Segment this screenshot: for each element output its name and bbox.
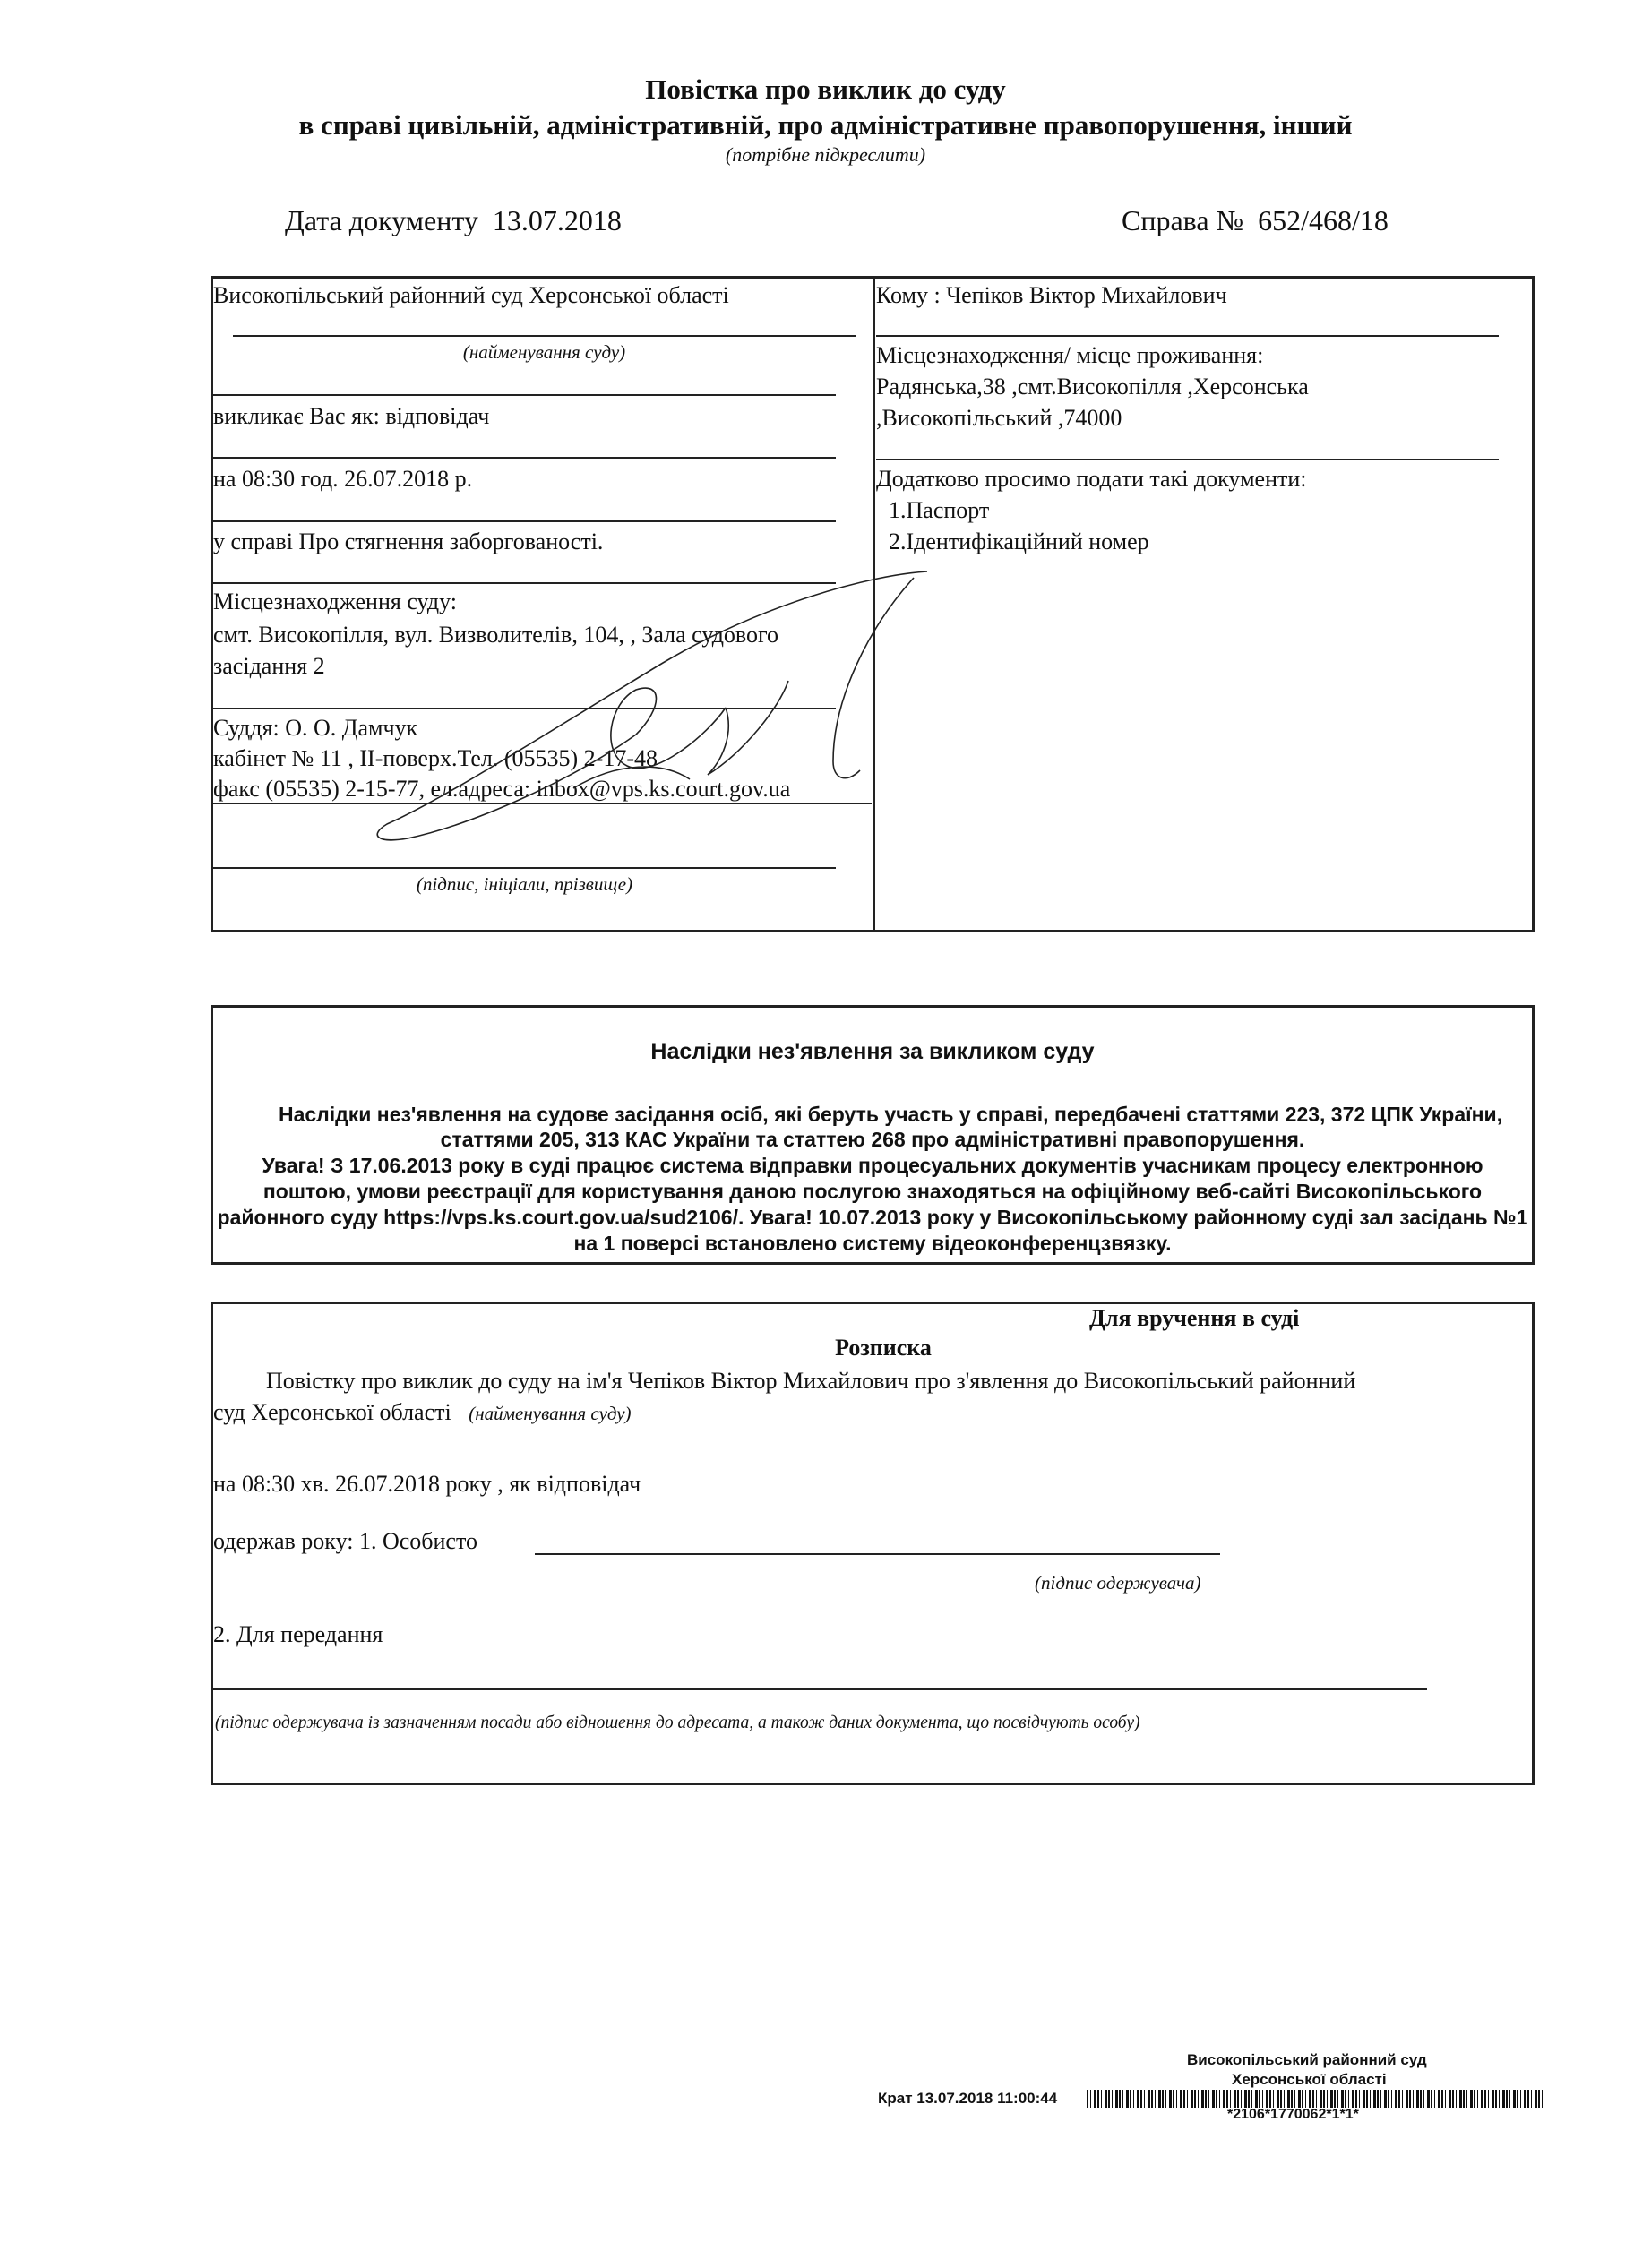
address-label: Місцезнаходження/ місце проживання: (876, 342, 1264, 368)
consequences-line: Увага! З 17.06.2013 року в суді працює система відправки процесуальних документів учасникам процесу електронною (262, 1154, 1483, 1177)
footer-court-line1: Високопільський районний суд (1187, 2051, 1427, 2068)
signature-stroke (377, 571, 927, 840)
consequences-line: на 1 поверсі встановлено систему відеоконференцзвязку. (573, 1232, 1172, 1255)
transfer-signature-line (213, 1688, 1427, 1690)
divider-line (213, 394, 836, 396)
barcode-text: *2106*1770062*1*1* (1227, 2107, 1359, 2122)
document-date (285, 204, 622, 237)
transfer-signature-caption: (підпис одержувача із зазначенням посади або відношення до адресата, а також даних документа, що посвідчують особу) (215, 1714, 1140, 1732)
judge-cabinet: кабінет № 11 , ІІ-поверх.Тел. (05535) 2-17-48 (213, 745, 658, 771)
documents-label: Додатково просимо подати такі документи: (876, 466, 1307, 492)
court-location-line1: смт. Високопілля, вул. Визволителів, 104, , Зала судового (213, 622, 779, 648)
signature-stroke (573, 767, 690, 788)
date-value: 13.07.2018 (492, 204, 622, 236)
recipient-signature-line (535, 1553, 1220, 1555)
receipt-court-caption: (найменування суду) (469, 1403, 632, 1424)
receipt-time: на 08:30 хв. 26.07.2018 року , як відповідач (213, 1471, 641, 1497)
signature-caption: (підпис, ініціали, прізвище) (416, 873, 633, 895)
consequences-line: районного суду https://vps.ks.court.gov.ua/sud2106/. Увага! 10.07.2013 року у Високопільському районному суді зал засідань №1 (217, 1206, 1528, 1229)
case-value: 652/468/18 (1258, 204, 1389, 236)
signature-line (213, 867, 836, 869)
court-name-line (233, 335, 856, 337)
summons-role: викликає Вас як: відповідач (213, 403, 490, 429)
court-name-caption: (найменування суду) (462, 341, 626, 363)
for-court-label: Для вручення в суді (1089, 1305, 1300, 1331)
divider-line (876, 459, 1499, 460)
case-number (1122, 204, 1389, 237)
address-line2: ,Високопільський ,74000 (876, 405, 1122, 431)
document-item: 2.Ідентифікаційний номер (889, 528, 1149, 554)
divider-line (876, 335, 1499, 337)
court-name: Високопільський районний суд Херсонської області (213, 282, 729, 308)
case-label: Справа № (1122, 204, 1244, 236)
receipt-court-name: суд Херсонської області (213, 1399, 451, 1425)
court-location-label: Місцезнаходження суду: (213, 588, 457, 614)
date-label: Дата документу (285, 204, 478, 236)
judge-name: Суддя: О. О. Дамчук (213, 715, 418, 741)
consequences-line: статтями 205, 313 КАС України та статтею 268 про адміністративні правопорушення. (440, 1128, 1305, 1151)
recipient-signature-caption: (підпис одержувача) (1035, 1572, 1201, 1594)
court-location-line2: засідання 2 (213, 653, 325, 679)
receipt-line2 (213, 1399, 632, 1426)
consequences-line: Наслідки нез'явлення на судове засідання осіб, які беруть участь у справі, передбачені статтями 223, 372 ЦПК України, (278, 1103, 1503, 1126)
consequences-line: поштою, умови реєстрації для користування даною послугою знаходяться на офіційному веб-сайті Високопільського (262, 1180, 1483, 1203)
consequences-title: Наслідки нез'явлення за викликом суду (650, 1039, 1095, 1064)
for-transfer-label: 2. Для передання (213, 1621, 383, 1647)
receipt-line1: Повістку про виклик до суду на ім'я Чепіков Віктор Михайлович про з'явлення до Високопільський районний (266, 1368, 1356, 1394)
received-personally: одержав року: 1. Особисто (213, 1528, 477, 1554)
footer-court-line2: Херсонської області (1232, 2071, 1387, 2088)
receipt-title: Розписка (835, 1335, 932, 1361)
address-line1: Радянська,38 ,смт.Високопілля ,Херсонська (876, 374, 1309, 399)
print-timestamp: Крат 13.07.2018 11:00:44 (878, 2090, 1058, 2107)
divider-line (213, 520, 836, 522)
recipient-name: Кому : Чепіков Віктор Михайлович (876, 282, 1227, 308)
judge-signature (367, 555, 959, 851)
document-item: 1.Паспорт (889, 497, 990, 523)
court-fax-email: факс (05535) 2-15-77, ел.адреса: inbox@vps.ks.court.gov.ua (213, 776, 791, 802)
signature-stroke (833, 578, 914, 778)
document-subtitle: в справі цивільній, адміністративній, про адміністративне правопорушення, інший (298, 109, 1353, 141)
signature-stroke (708, 681, 788, 775)
divider-line (213, 457, 836, 459)
subtitle-note: (потрібне підкреслити) (725, 143, 926, 166)
document-title: Повістка про виклик до суду (645, 73, 1006, 105)
signature-stroke (611, 688, 726, 769)
document-barcode (1087, 2090, 1544, 2108)
hearing-time: на 08:30 год. 26.07.2018 р. (213, 466, 473, 492)
case-subject: у справі Про стягнення заборгованості. (213, 528, 604, 554)
